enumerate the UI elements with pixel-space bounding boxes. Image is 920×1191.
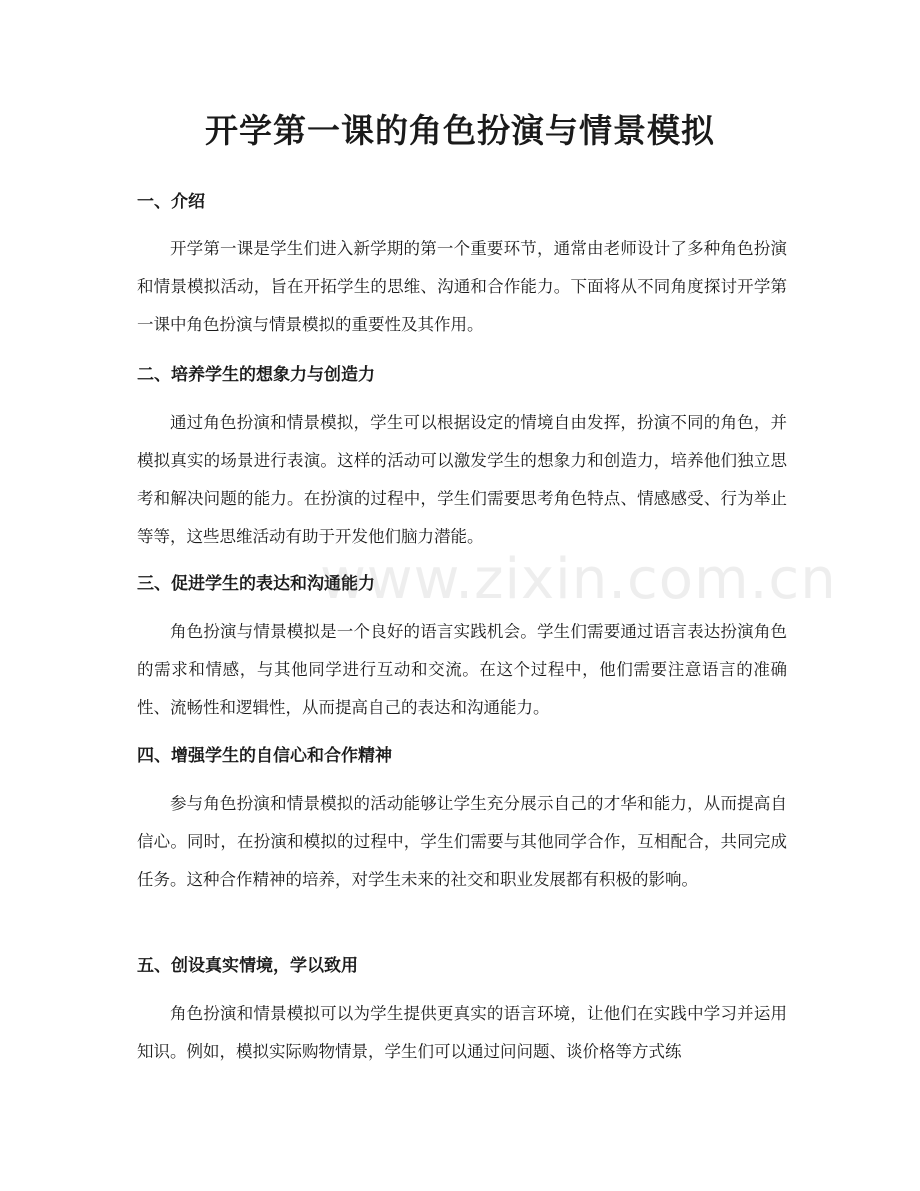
section-heading-intro: 一、介绍 [137, 192, 205, 212]
section-heading-communication: 三、促进学生的表达和沟通能力 [137, 574, 375, 594]
section-heading-real-context: 五、创设真实情境，学以致用 [137, 956, 358, 976]
document-title: 开学第一课的角色扮演与情景模拟 [205, 111, 715, 150]
section-paragraph-real-context: 角色扮演和情景模拟可以为学生提供更真实的语言环境，让他们在实践中学习并运用知识。例如，模拟实际购物情景，学生们可以通过问问题、谈价格等方式练 [137, 1004, 787, 1061]
section-paragraph-intro: 开学第一课是学生们进入新学期的第一个重要环节，通常由老师设计了多种角色扮演和情景模拟活动，旨在开拓学生的思维、沟通和合作能力。下面将从不同角度探讨开学第一课中角色扮演与情景模拟的重要性及其作用。 [137, 239, 787, 334]
section-paragraph-communication: 角色扮演与情景模拟是一个良好的语言实践机会。学生们需要通过语言表达扮演角色的需求和情感，与其他同学进行互动和交流。在这个过程中，他们需要注意语言的准确性、流畅性和逻辑性，从而提高自己的表达和沟通能力。 [137, 622, 787, 717]
section-heading-confidence: 四、增强学生的自信心和合作精神 [137, 746, 392, 766]
section-paragraph-confidence: 参与角色扮演和情景模拟的活动能够让学生充分展示自己的才华和能力，从而提高自信心。同时，在扮演和模拟的过程中，学生们需要与其他同学合作，互相配合，共同完成任务。这种合作精神的培养，对学生未来的社交和职业发展都有积极的影响。 [137, 794, 787, 889]
section-paragraph-imagination: 通过角色扮演和情景模拟，学生可以根据设定的情境自由发挥，扮演不同的角色，并模拟真实的场景进行表演。这样的活动可以激发学生的想象力和创造力，培养他们独立思考和解决问题的能力。在扮演的过程中，学生们需要思考角色特点、情感感受、行为举止等等，这些思维活动有助于开发他们脑力潜能。 [137, 413, 787, 546]
watermark-text: www.zixin.com.cn [320, 547, 837, 612]
section-heading-imagination: 二、培养学生的想象力与创造力 [137, 365, 375, 385]
